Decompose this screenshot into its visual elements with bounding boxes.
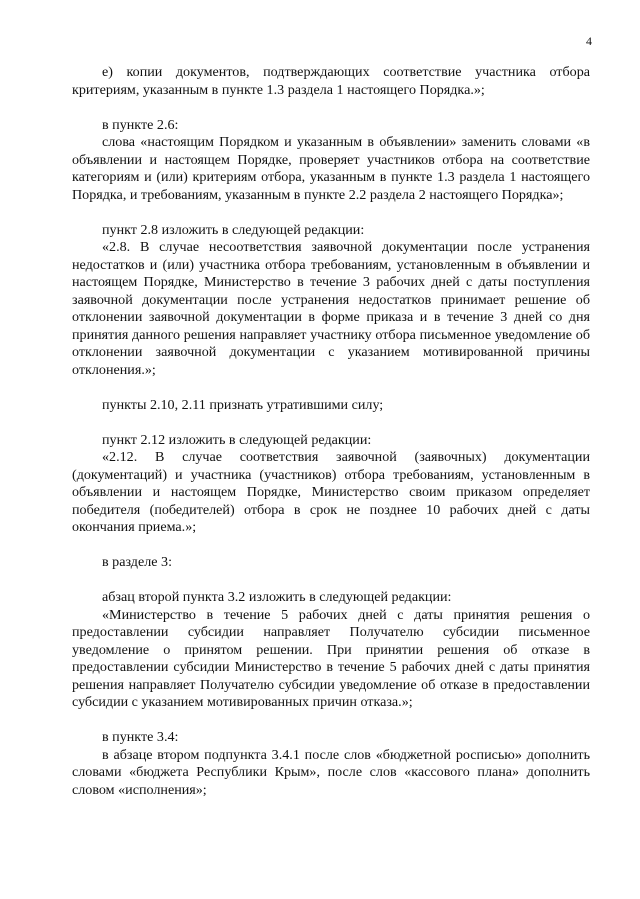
paragraph-clause-2-12-heading: пункт 2.12 изложить в следующей редакции: bbox=[102, 431, 372, 448]
paragraph-item-e: е) копии документов, подтверждающих соответствие участника отбора критериям, указанным в пункте 1.3 раздела 1 настоящего Порядка.»; bbox=[72, 64, 590, 98]
paragraph-clause-2-6-text: слова «настоящим Порядком и указанным в объявлении» заменить словами «в объявлении и настоящем Порядке, проверяет участников отбора на соответствие категориям и (или) критериям отбора, указанным в пункте 1.3 раздела 1 настоящего Порядка, и требованиям, указанным в пункте 2.2 раздела 2 настоящего Порядка»; bbox=[72, 134, 590, 203]
paragraph-section-3-heading: в разделе 3: bbox=[102, 554, 172, 570]
paragraph-clause-3-4-text: в абзаце втором подпункта 3.4.1 после слов «бюджетной росписью» дополнить словами «бюджета Республики Крым», после слов «кассового плана» дополнить словом «исполнения»; bbox=[72, 746, 590, 798]
paragraph-clause-3-4-heading: в пункте 3.4: bbox=[102, 729, 179, 745]
document-body bbox=[72, 64, 590, 799]
paragraph-clause-2-8-text: «2.8. В случае несоответствия заявочной документации после устранения недостатков и (или) участника отбора требованиям, установленным в объявлении и настоящем Порядке, Министерство в течение 3 рабочих дней с даты поступления заявочной документации после устранения недостатков принимает решение об отклонении заявочной документации в форме приказа и в течение 3 дней со дня принятия данного решения направляет участнику отбора письменное уведомление об отклонении заявочной документации с указанием мотивированной причины отклонения.»; bbox=[72, 239, 590, 378]
paragraph-clause-2-12-text: «2.12. В случае соответствия заявочной (заявочных) документации (документаций) и участника (участников) отбора требованиям, установленным в объявлении и настоящем Порядке, Министерство своим приказом определяет победителя (победителей) отбора в срок не позднее 10 рабочих дней с даты окончания приема.»; bbox=[72, 449, 590, 535]
paragraph-clause-2-8-heading: пункт 2.8 изложить в следующей редакции: bbox=[102, 221, 365, 238]
paragraph-clause-3-2-text: «Министерство в течение 5 рабочих дней с даты принятия решения о предоставлении субсидии направляет Получателю субсидии письменное уведомление о принятом решении. При принятии решения об отказе в предоставлении субсидии Министерство в течение 5 рабочих дней с даты принятия решения направляет Получателю субсидии уведомление об отказе в предоставлении субсидии с указанием мотивированных причин отказа.»; bbox=[72, 606, 590, 710]
page-number: 4 bbox=[586, 34, 592, 48]
paragraph-clauses-2-10-2-11: пункты 2.10, 2.11 признать утратившими силу; bbox=[102, 396, 384, 413]
paragraph-clause-2-6-heading: в пункте 2.6: bbox=[102, 116, 179, 133]
paragraph-clause-3-2-heading: абзац второй пункта 3.2 изложить в следующей редакции: bbox=[102, 589, 452, 605]
